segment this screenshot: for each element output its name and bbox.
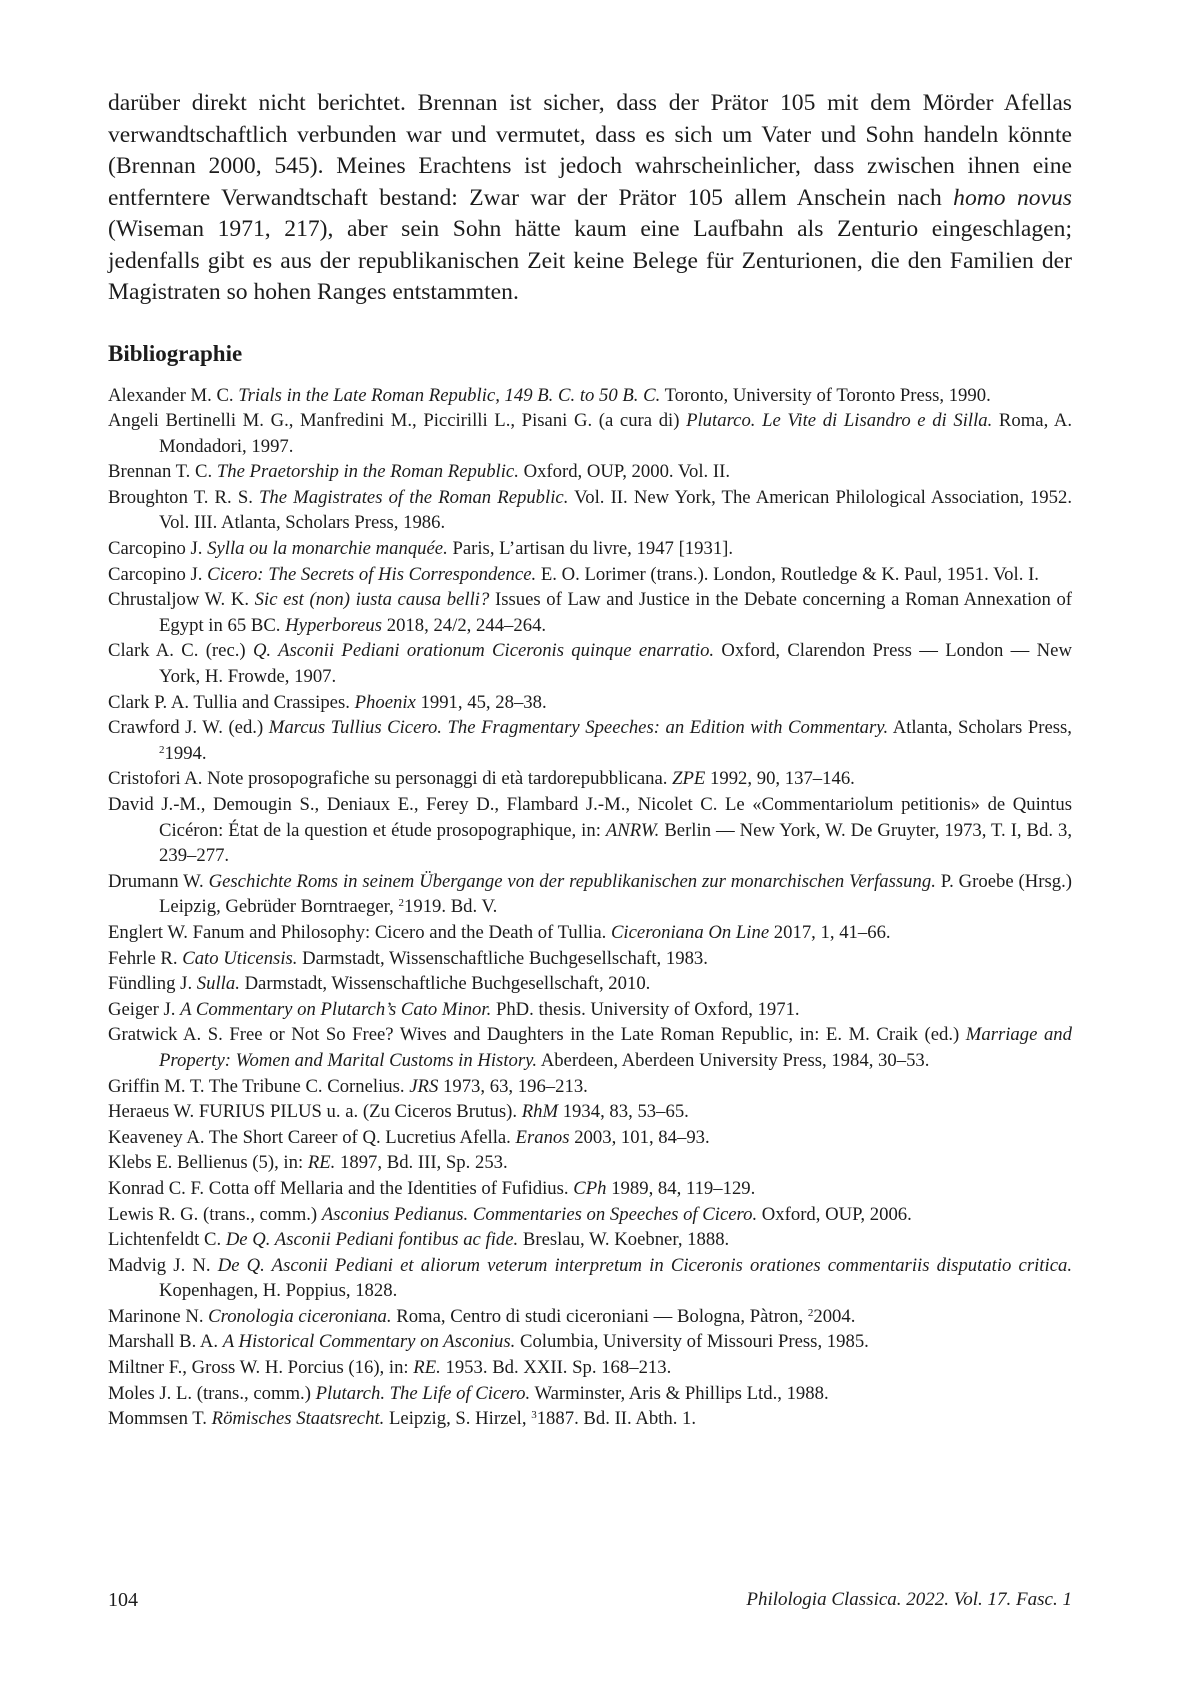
bibliography-entry: [108, 792, 1072, 869]
edition-superscript: 2: [398, 897, 404, 910]
entry-italic-text: Cronologia ciceroniana.: [208, 1305, 392, 1327]
entry-text: Marinone N.: [108, 1305, 209, 1327]
entry-italic-text: Geschichte Roms in seinem Übergange von der republikanischen zur monarchischen Verfassung.: [208, 870, 936, 892]
section-heading: Bibliographie: [108, 340, 243, 366]
entry-italic-text: The Magistrates of the Roman Republic.: [259, 486, 569, 508]
entry-italic-text: ANRW.: [605, 819, 660, 841]
bibliography-entry: [108, 562, 1072, 588]
entry-italic-text: A Historical Commentary on Asconius.: [222, 1331, 516, 1353]
entry-text: Vol. II. New York, The American Philological Association, 1952. Vol. III. Atlanta, Scholars Press, 1986.: [159, 486, 1072, 534]
entry-text: Berlin — New York, W. De Gruyter, 1973, T. I, Bd. 3, 239–277.: [159, 819, 1073, 867]
entry-text: Toronto, University of Toronto Press, 1990.: [660, 384, 991, 406]
entry-text: Oxford, OUP, 2006.: [757, 1203, 912, 1225]
entry-italic-text: Plutarco. Le Vite di Lisandro e di Silla.: [686, 410, 993, 432]
bibliography-entry: [108, 1150, 1072, 1176]
bibliography-entry: [108, 408, 1072, 459]
entry-text: Oxford, Clarendon Press — London — New York, H. Frowde, 1907.: [159, 640, 1072, 688]
entry-italic-text: Asconius Pedianus. Commentaries on Speeches of Cicero.: [321, 1203, 758, 1225]
entry-italic-text: RE.: [307, 1152, 336, 1174]
bibliography-entry: [108, 1406, 1072, 1432]
bibliography-entry: [108, 1329, 1072, 1355]
entry-text: 1919. Bd. V.: [404, 896, 498, 918]
bibliography-entry: [108, 1074, 1072, 1100]
entry-text: Aberdeen, Aberdeen University Press, 1984, 30–53.: [537, 1049, 930, 1071]
entry-text: Carcopino J.: [108, 563, 208, 585]
entry-italic-text: De Q. Asconii Pediani et aliorum veterum interpretum in Ciceronis orationes commentariis disputatio critica.: [217, 1254, 1072, 1276]
entry-italic-text: JRS: [409, 1075, 439, 1097]
entry-italic-text: RE.: [413, 1357, 441, 1379]
entry-text: 1973, 63, 196–213.: [438, 1075, 588, 1097]
bibliography-entry: [108, 1022, 1072, 1073]
entry-text: Paris, L’artisan du livre, 1947 [1931].: [447, 538, 734, 560]
bibliography-entry: [108, 587, 1072, 638]
entry-italic-text: De Q. Asconii Pediani fontibus ac fide.: [225, 1229, 519, 1251]
entry-italic-text: Sylla ou la monarchie manquée.: [207, 538, 448, 560]
entry-text: Heraeus W. FURIUS PILUS u. a. (Zu Ciceros Brutus).: [108, 1101, 522, 1123]
entry-text: 1953. Bd. XXII. Sp. 168–213.: [440, 1357, 672, 1379]
intro-italic-term: homo novus: [953, 184, 1072, 211]
entry-italic-text: Trials in the Late Roman Republic, 149 B. C. to 50 B. C.: [238, 384, 661, 406]
entry-text: Klebs E. Bellienus (5), in:: [108, 1152, 308, 1174]
entry-text: Madvig J. N.: [108, 1254, 218, 1276]
bibliography-entry: [108, 690, 1072, 716]
entry-italic-text: RhM: [521, 1101, 559, 1123]
entry-text: Roma, Centro di studi ciceroniani — Bologna, Pàtron,: [391, 1305, 808, 1327]
entry-text: David J.-M., Demougin S., Deniaux E., Ferey D., Flambard J.-M., Nicolet C. Le «Commentariolum petitionis» de Quintus Cicéron: État de la question et étude prosopographique, in:: [108, 794, 1072, 841]
bibliography-entry: [108, 1202, 1072, 1228]
entry-italic-text: Sulla.: [196, 973, 240, 995]
entry-text: Chrustaljow W. K.: [108, 589, 255, 611]
page-content: [108, 88, 1072, 1432]
entry-text: Gratwick A. S. Free or Not So Free? Wives and Daughters in the Late Roman Republic, in: E. M. Craik (ed.): [108, 1024, 966, 1046]
entry-text: 2017, 1, 41–66.: [769, 921, 891, 943]
bibliography-entry: [108, 1381, 1072, 1407]
bibliography-entry: [108, 1227, 1072, 1253]
entry-text: Clark A. C. (rec.): [108, 640, 253, 662]
entry-italic-text: Marriage and Property: Women and Marital Customs in History.: [159, 1024, 1072, 1071]
bibliography-list: [108, 383, 1072, 1432]
entry-text: E. O. Lorimer (trans.). London, Routledge & K. Paul, 1951. Vol. I.: [536, 563, 1039, 585]
entry-italic-text: Hyperboreus: [285, 614, 383, 636]
bibliography-entry: [108, 971, 1072, 997]
entry-text: Broughton T. R. S.: [108, 486, 260, 508]
entry-text: Darmstadt, Wissenschaftliche Buchgesellschaft, 1983.: [297, 947, 708, 969]
bibliography-entry: [108, 715, 1072, 766]
entry-italic-text: The Praetorship in the Roman Republic.: [216, 461, 519, 483]
entry-text: 1994.: [164, 742, 207, 764]
entry-text: Lewis R. G. (trans., comm.): [108, 1203, 322, 1225]
entry-text: Konrad C. F. Cotta off Mellaria and the Identities of Fufidius.: [108, 1177, 574, 1199]
bibliography-entry: [108, 459, 1072, 485]
bibliography-entry: [108, 536, 1072, 562]
entry-italic-text: Sic est (non) iusta causa belli?: [254, 589, 490, 611]
entry-text: Warminster, Aris & Phillips Ltd., 1988.: [530, 1382, 829, 1404]
bibliography-entry: [108, 1253, 1072, 1304]
entry-italic-text: Cato Uticensis.: [182, 947, 298, 969]
entry-text: Fehrle R.: [108, 947, 183, 969]
entry-italic-text: A Commentary on Plutarch’s Cato Minor.: [180, 998, 492, 1020]
edition-superscript: 2: [159, 743, 165, 756]
entry-text: 1992, 90, 137–146.: [705, 768, 855, 790]
bibliography-entry: [108, 946, 1072, 972]
edition-superscript: 2: [807, 1306, 814, 1319]
entry-italic-text: Phoenix: [354, 691, 416, 713]
entry-text: Griffin M. T. The Tribune C. Cornelius.: [108, 1075, 410, 1097]
entry-text: Brennan T. C.: [108, 461, 217, 483]
entry-text: 1887. Bd. II. Abth. 1.: [536, 1408, 697, 1430]
entry-italic-text: Q. Asconii Pediani orationum Ciceronis quinque enarratio.: [252, 640, 715, 662]
bibliography-entry: [108, 1099, 1072, 1125]
bibliography-entry: [108, 920, 1072, 946]
entry-text: PhD. thesis. University of Oxford, 1971.: [491, 998, 800, 1020]
entry-text: Keaveney A. The Short Career of Q. Lucretius Afella.: [108, 1126, 516, 1148]
entry-text: 1897, Bd. III, Sp. 253.: [335, 1152, 508, 1174]
entry-italic-text: CPh: [573, 1177, 607, 1199]
entry-text: Kopenhagen, H. Poppius, 1828.: [159, 1280, 398, 1302]
entry-italic-text: Cicero: The Secrets of His Correspondence.: [207, 563, 537, 585]
entry-text: 1934, 83, 53–65.: [558, 1101, 689, 1123]
intro-paragraph: [108, 88, 1072, 309]
entry-text: Mommsen T.: [108, 1408, 212, 1430]
bibliography-entry: [108, 1304, 1072, 1330]
entry-text: 1989, 84, 119–129.: [606, 1177, 756, 1199]
entry-text: Roma, A. Mondadori, 1997.: [159, 410, 1072, 457]
entry-text: Clark P. A. Tullia and Crassipes.: [108, 691, 355, 713]
entry-italic-text: Ciceroniana On Line: [610, 921, 770, 943]
entry-italic-text: ZPE: [672, 768, 706, 790]
entry-italic-text: Marcus Tullius Cicero. The Fragmentary Speeches: an Edition with Commentary.: [268, 717, 889, 739]
bibliography-entry: [108, 1125, 1072, 1151]
bibliography-entry: [108, 869, 1072, 920]
entry-italic-text: Plutarch. The Life of Cicero.: [315, 1382, 531, 1404]
entry-text: Miltner F., Gross W. H. Porcius (16), in:: [108, 1357, 414, 1379]
bibliography-entry: [108, 638, 1072, 689]
entry-text: Atlanta, Scholars Press,: [888, 717, 1072, 739]
entry-text: Issues of Law and Justice in the Debate concerning a Roman Annexation of Egypt in 65 BC.: [159, 589, 1073, 636]
entry-text: 2018, 24/2, 244–264.: [382, 614, 547, 636]
entry-text: Oxford, OUP, 2000. Vol. II.: [518, 461, 731, 483]
entry-text: Englert W. Fanum and Philosophy: Cicero and the Death of Tullia.: [108, 921, 611, 943]
entry-text: 1991, 45, 28–38.: [415, 691, 547, 713]
entry-text: Crawford J. W. (ed.): [108, 717, 269, 739]
entry-text: Fündling J.: [108, 973, 197, 995]
entry-text: 2004.: [813, 1305, 856, 1327]
bibliography-entry: [108, 997, 1072, 1023]
entry-text: Leipzig, S. Hirzel,: [384, 1408, 532, 1430]
bibliography-entry: [108, 1176, 1072, 1202]
entry-text: Marshall B. A.: [108, 1331, 223, 1353]
entry-text: Cristofori A. Note prosopografiche su personaggi di età tardorepubblicana.: [108, 768, 673, 790]
entry-italic-text: Eranos: [515, 1126, 570, 1148]
intro-text-2: (Wiseman 1971, 217), aber sein Sohn hätte kaum eine Laufbahn als Zenturio eingeschlagen; jedenfalls gibt es aus der republikanischen Zeit keine Belege für Zenturionen, die den Familien der Magistraten so hohen Ranges entstammten.: [108, 216, 1072, 305]
entry-text: Carcopino J.: [108, 538, 208, 560]
entry-text: Darmstadt, Wissenschaftliche Buchgesellschaft, 2010.: [239, 973, 651, 995]
entry-text: Lichtenfeldt C.: [108, 1229, 226, 1251]
entry-text: Drumann W.: [108, 870, 209, 892]
journal-citation: Philologia Classica. 2022. Vol. 17. Fasc. 1: [746, 1589, 1072, 1610]
entry-text: Columbia, University of Missouri Press, 1985.: [515, 1331, 869, 1353]
bibliography-entry: [108, 383, 1072, 409]
entry-text: Angeli Bertinelli M. G., Manfredini M., Piccirilli L., Pisani G. (a cura di): [108, 410, 687, 432]
intro-text-1: darüber direkt nicht berichtet. Brennan ist sicher, dass der Prätor 105 mit dem Mörder Afellas verwandtschaftlich verbunden war und vermutet, dass es sich um Vater und Sohn handeln könnte (Brennan 2000, 545). Meines Erachtens ist jedoch wahrscheinlicher, dass zwischen ihnen eine entferntere Verwandtschaft bestand: Zwar war der Prätor 105 allem Anschein nach: [108, 90, 1072, 211]
entry-text: Geiger J.: [108, 998, 181, 1020]
bibliography-entry: [108, 766, 1072, 792]
edition-superscript: 3: [531, 1409, 537, 1422]
entry-text: 2003, 101, 84–93.: [569, 1126, 710, 1148]
bibliography-entry: [108, 1355, 1072, 1381]
entry-text: Alexander M. C.: [108, 384, 239, 406]
entry-text: Moles J. L. (trans., comm.): [108, 1382, 316, 1404]
entry-italic-text: Römisches Staatsrecht.: [211, 1408, 385, 1430]
bibliography-entry: [108, 485, 1072, 536]
entry-text: Breslau, W. Koebner, 1888.: [518, 1229, 730, 1251]
page-number: 104: [108, 1589, 138, 1611]
entry-text: P. Groebe (Hrsg.) Leipzig, Gebrüder Borntraeger,: [159, 870, 1072, 918]
